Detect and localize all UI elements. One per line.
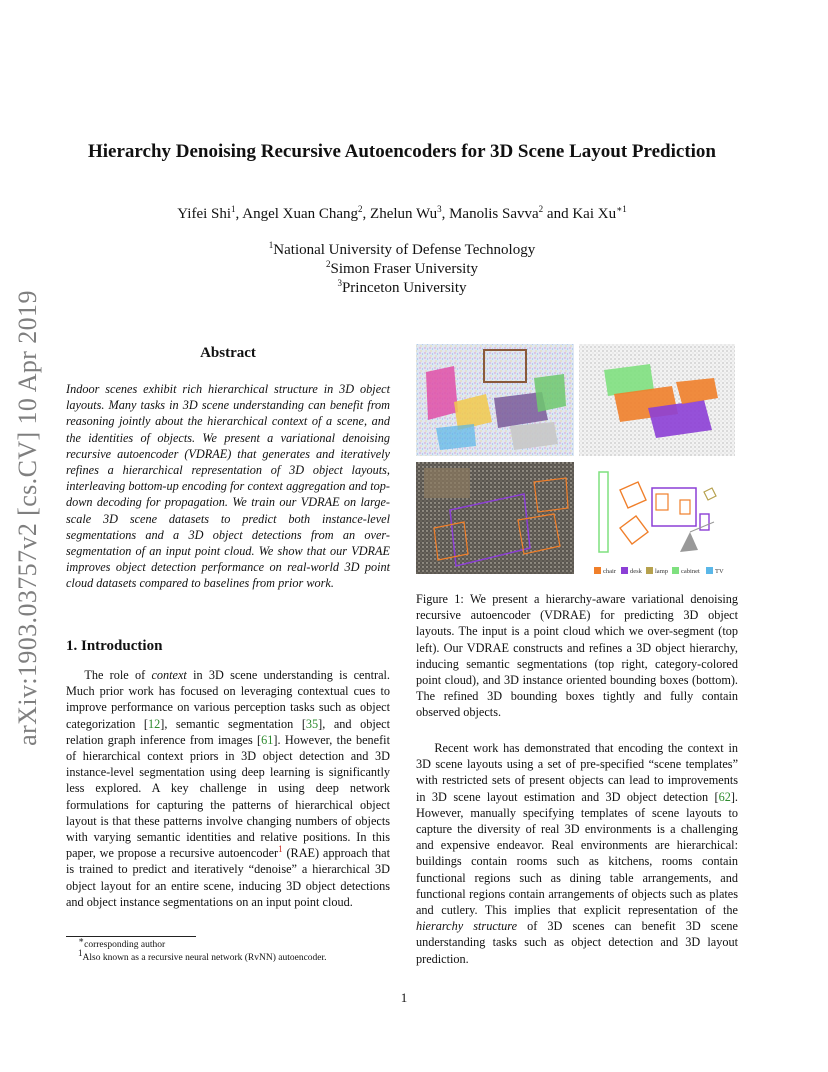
emphasis: hierarchy structure	[416, 919, 518, 934]
body-paragraph	[66, 667, 390, 910]
footnote-link[interactable]: 1	[278, 844, 283, 855]
text-run: ]. However, the benefit of hierarchical context priors in 3D object detection and 3D instance-level segmentation using deep learning is significantly less explored. A key challenge in using deep network formulations for capturing the patterns of hierarchical object layout is that these patterns involve changing numbers of objects with varying semantic identities and relative positions. In this paper, we propose a recursive autoencoder	[66, 732, 390, 861]
text-run: ], and object relation graph inference from images [	[66, 716, 390, 747]
author-affiliation-mark: 3	[437, 204, 442, 214]
footnote-divider	[66, 936, 196, 937]
footnote-mark: ∗	[78, 934, 85, 945]
text-run: of 3D scenes can benefit 3D scene understanding tasks such as object detection and 3D layout prediction.	[416, 919, 738, 966]
author-name: Manolis Savva	[449, 206, 539, 222]
affiliation	[40, 242, 764, 259]
author-separator: and	[543, 206, 573, 222]
footnotes	[66, 934, 390, 965]
section-heading-introduction: 1. Introduction	[66, 638, 163, 654]
body-text-right-column	[416, 740, 738, 967]
author-separator: ,	[441, 206, 450, 222]
citation-link[interactable]: 62	[718, 789, 731, 804]
footnote-mark: 1	[78, 947, 83, 958]
legend-swatch-desk	[621, 567, 628, 574]
legend-label-tv: TV	[715, 568, 724, 575]
affiliation-mark: 1	[268, 240, 274, 250]
figure-1-image	[414, 342, 737, 582]
author-name: Yifei Shi	[177, 206, 232, 222]
text-run: ]. However, manually specifying templates of scene layouts to capture the diversity of real 3D environments is a challenging and expensive endeavor. Real environments are hierarchical: buildings contain rooms such as kitchens, rooms contain functional regions such as dining table arrangements, and functional regions contain arrangements of objects such as plates and cutlery. This implies that explicit representation of the	[416, 789, 738, 918]
body-paragraph	[416, 740, 738, 967]
affiliation-name: National University of Defense Technology	[273, 242, 536, 258]
footnote-text: Also known as a recursive neural network (RvNN) autoencoder.	[82, 953, 327, 963]
oversegmented-point-cloud-panel	[416, 344, 574, 456]
footnote	[66, 934, 390, 952]
affiliation-mark: 2	[326, 259, 331, 269]
text-run: The role of	[84, 668, 152, 682]
legend-swatch-chair	[594, 567, 601, 574]
author-separator: ,	[235, 206, 243, 222]
emphasis: context	[151, 668, 187, 682]
legend-swatch-cabinet	[672, 567, 679, 574]
citation-link[interactable]: 12	[148, 716, 161, 731]
legend-swatch-lamp	[646, 567, 653, 574]
author-affiliation-mark: 1	[231, 204, 236, 214]
legend-label-chair: chair	[603, 568, 616, 575]
figure-1-caption	[416, 591, 738, 721]
footnote-text: corresponding author	[84, 940, 166, 950]
instance-bounding-box-photo-panel	[416, 462, 574, 574]
paper-title: Hierarchy Denoising Recursive Autoencoders for 3D Scene Layout Prediction	[88, 141, 716, 162]
author-affiliation-mark: 2	[538, 204, 544, 214]
text-run: Recent work has demonstrated that encoding the context in 3D scene layouts using a set of pre-specified “scene templates” with restricted sets of present objects can lead to improvements in 3D scene layout estimation and 3D object detection [	[416, 741, 738, 804]
affiliation-mark: 3	[337, 278, 342, 288]
affiliation	[40, 280, 764, 297]
citation-link[interactable]: 61	[261, 732, 274, 747]
footnote	[66, 947, 390, 965]
introduction-text	[66, 667, 390, 910]
text-run: in 3D scene understanding is central. Much prior work has focused on leveraging contextual cues to improve performance on various perception tasks such as object categorization [	[66, 668, 390, 731]
page-number: 1	[400, 990, 408, 1005]
abstract-heading: Abstract	[200, 345, 256, 361]
oriented-bounding-box-layout-panel	[579, 462, 735, 575]
abstract-text	[66, 381, 390, 592]
affiliation-name: Simon Fraser University	[330, 261, 478, 277]
text-run: ], semantic segmentation [	[160, 716, 306, 731]
legend-swatch-tv	[706, 567, 713, 574]
author-list	[40, 206, 764, 223]
legend-label-desk: desk	[630, 568, 642, 575]
legend-label-lamp: lamp	[655, 568, 668, 575]
author-affiliation-mark: ∗1	[616, 204, 627, 214]
semantic-segmentation-panel	[579, 344, 735, 456]
legend-label-cabinet: cabinet	[681, 568, 700, 575]
text-run: (RAE) approach that is trained to predict and iteratively “denoise” a hierarchical 3D object layout for an entire scene, inducing 3D object detections and object instance segmentations on an input point cloud.	[66, 846, 390, 909]
author-name: Kai Xu	[572, 206, 617, 222]
author-name: Zhelun Wu	[370, 206, 438, 222]
author-affiliation-mark: 2	[358, 204, 363, 214]
affiliation-name: Princeton University	[341, 280, 467, 296]
author-separator: ,	[362, 206, 371, 222]
abstract-paragraph: Indoor scenes exhibit rich hierarchical structure in 3D object layouts. Many tasks in 3D scene understanding can benefit from reasoning jointly about the hierarchical context of a scene, and the identities of objects. We present a variational denoising recursive autoencoder (VDRAE) that generates and iteratively refines a hierarchical representation of 3D object layouts, interleaving bottom-up encoding for context aggregation and top-down decoding for propagation. We train our VDRAE on large-scale 3D scene datasets to predict both instance-level segmentations and a 3D object detections from an over-segmentation of an input point cloud. We show that our VDRAE improves object detection performance on real-world 3D point cloud datasets compared to baselines from prior work.	[66, 382, 390, 591]
author-name: Angel Xuan Chang	[242, 206, 359, 222]
arxiv-identifier: arXiv:1903.03757v2 [cs.CV] 10 Apr 2019	[13, 290, 42, 746]
caption-text: Figure 1: We present a hierarchy-aware variational denoising recursive autoencoder (VDRAE) for predicting 3D object layouts. The input is a point cloud which we over-segment (top left). Our VDRAE constructs and refines a 3D object hierarchy, inducing semantic segmentations (top right, category-colored point cloud), and 3D instance oriented bounding boxes (bottom). The refined 3D bounding boxes tightly and fully contain observed objects.	[416, 592, 738, 720]
affiliation	[40, 261, 764, 278]
citation-link[interactable]: 35	[305, 716, 319, 731]
